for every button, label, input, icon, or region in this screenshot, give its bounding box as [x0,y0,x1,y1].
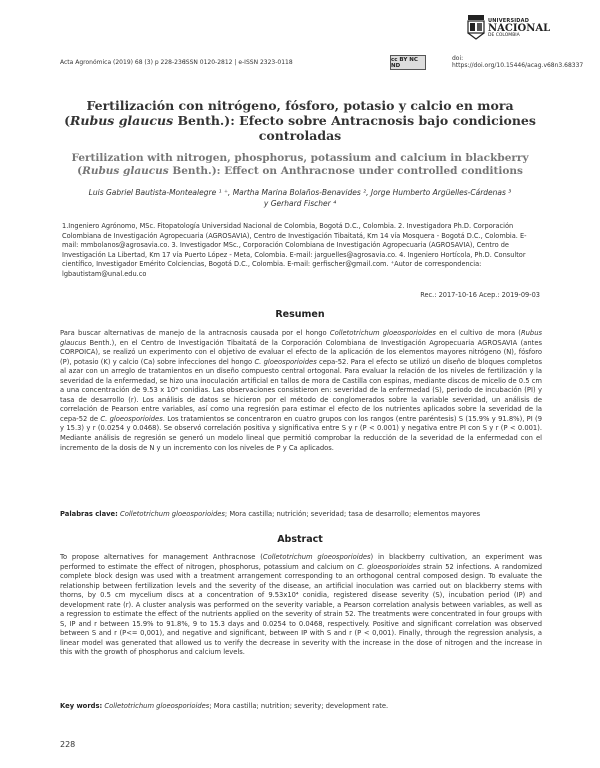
title-es-line2: Benth.): Efecto sobre Antracnosis bajo condiciones [173,113,536,128]
resumen-text-5: . Los tratamientos se concentraron en cuatro grupos con los rangos (entre paréntesis) S (15.9% y 91.8%), PI (9 y 15.3) y r (0.0254 y 0.0468). Se observó correlación positiva y significativa entre S y r (P < 0.001) y negativa entre PI con S y r (P < 0.001). Mediante análisis de regresión se generó un modelo lineal que permitió comprobar la reducción de la severidad de la enfermedad con el incremento de la dosis de N y un incremento con los niveles de P y Ca aplicados. [60,414,542,452]
resumen-heading: Resumen [275,309,325,320]
palabras-clave-species: Colletotrichum gloeosporioides [119,510,225,518]
resumen-species-2: Rubus glaucus [60,329,543,347]
title-es-species: Rubus glaucus [70,113,174,128]
title-en-line1: Fertilization with nitrogen, phosphorus, potassium and calcium in blackberry [71,152,529,164]
author-list [62,187,538,209]
abstract-text-2: ) in blackberry cultivation, an experiment was performed to estimate the effect of nitrogen, phosphorus, potassium and calcium on [60,553,543,571]
key-words-species: Colletotrichum gloeosporioides [104,702,210,710]
resumen-text-3: Benth.), en el Centro de Investigación Tibaitatá de la Corporación Colombiana de Investigación Agropecuaria AGROSAVIA (antes CORPOICA), se realizó un experimento con el objetivo de evaluar el efecto de la aplicación de los elementos mayores nitrógeno (N), fósforo (P), potasio (K) y calcio (Ca) sobre infecciones del hongo [60,338,542,366]
resumen-species-3: C. gloeosporioides [254,357,317,366]
affiliations: 1.Ingeniero Agrónomo, MSc. Fitopatología Universidad Nacional de Colombia, Bogotá D.C., Colombia. 2. Investigadora Ph.D. Corporación Colombiana de Investigación Agropecuaria (AGROSAVIA), Centro de Investigación Tibaitatá, Km 14 vía Mosquera - Bogotá D.C., Colombia. E-mail: mmbolanos@agrosavia.co. 3. Investigador MSc., Corporación Colombiana de Investigación Agropecuaria (AGROSAVIA), Centro de Investigación La Libertad, Km 17 vía Puerto López - Meta, Colombia. E-mail: jarguelles@agrosavia.co. 4. Ingeniero Hortícola, Ph.D. Consultor científico, Investigador Emérito Colciencias, Bogotá D.C., Colombia. E-mail: gerfischer@gmail.com. ⁺Autor de correspondencia: lgbautistam@unal.edu.co [62,222,527,278]
issn: ISSN 0120-2812 | e-ISSN 2323-0118 [184,58,293,66]
resumen-species-4: C. gloeosporioides [100,414,163,423]
key-words-list: ; Mora castilla; nutrition; severity; development rate. [209,702,389,710]
logo-line-1: UNIVERSIDAD [488,18,530,24]
coat-of-arms-icon [466,14,486,40]
title-en-species: Rubus glaucus [82,165,169,177]
authors-line1: Luis Gabriel Bautista-Montealegre ¹ ⁺, Martha Marina Bolaños-Benavides ², Jorge Humberto Argüelles-Cárdenas ³ [88,188,512,197]
abstract-body [60,553,542,658]
resumen-body [60,329,542,453]
logo-line-3: DE COLOMBIA [488,33,520,38]
resumen-text-1: Para buscar alternativas de manejo de la antracnosis causada por el hongo [60,329,330,337]
university-logo [466,14,556,54]
journal-citation: Acta Agronómica (2019) 68 (3) p 228-236 [60,58,186,66]
abstract-heading: Abstract [277,534,323,545]
authors-line2: y Gerhard Fischer ⁴ [263,199,337,208]
page-number: 228 [60,740,76,749]
abstract-text-1: To propose alternatives for management Anthracnose ( [60,553,263,561]
palabras-clave [60,510,542,520]
received-accepted-dates: Rec.: 2017-10-16 Acep.: 2019-09-03 [420,291,540,299]
key-words-label: Key words: [60,702,103,710]
resumen-text-4: cepa-52. Para el efecto se utilizó un diseño de bloques completos al azar con un arreglo de tratamientos en un diseño compuesto central ortogonal. Para evaluar la relación de los niveles de fertilización y la severidad de la enfermedad, se hizo una inoculación artificial en tallos de mora de Castilla con espinas, mediante discos de micelio de 0.5 cm a una concentración de 9.53 x 10⁴ conidias. Las observaciones consistieron en: severidad de la enfermedad (S), periodo de incubación (PI) y tasa de desarrollo (r). Los análisis de datos se hicieron por el método de conglomerados sobre la variable severidad, un análisis de correlación de Pearson entre variables, así como una regresión para estimar el efecto de los nutrientes aplicados sobre la severidad de la cepa-52 de [60,357,542,423]
cc-license-badge[interactable]: cc BY NC ND [390,55,426,70]
logo-line-2: NACIONAL [488,23,551,34]
title-spanish: Fertilización con nitrógeno, fósforo, potasio y calcio en mora (Rubus glaucus Benth.): Efecto sobre Antracnosis bajo condiciones controladas [64,98,536,143]
palabras-clave-list: ; Mora castilla; nutrición; severidad; tasa de desarrollo; elementos mayores [224,510,481,518]
title-es-line3: controladas [258,128,342,143]
resumen-text-2: en el cultivo de mora ( [435,329,521,337]
key-words [60,702,542,712]
abstract-text-3: strain 52 infections. A randomized complete block design was used with a treatment arrangement corresponding to an orthogonal central composed design. To evaluate the relationship between fertilization levels and the severity of the disease, an artificial inoculation was carried out on blackberry stems with thorns, by 0.5 cm mycelium discs at a concentration of 9.53x10⁴ conidia, registered disease severity (S), incubation period (IP) and development rate (r). A cluster analysis was performed on the severity variable, a Pearson correlation analysis between variables, as well as a regression to estimate the effect of the nutrients applied on the severity of strain 52. The treatments were concentrated in four groups with S, IP and r between 15.9% to 91.8%, 9 to 15.3 days and 0.0254 to 0.0468, respectively. Positive and significant correlation was observed between S and r (P<= 0,001), and negative and significant, between IP with S and r (P < 0,001). Finally, through the regression analysis, a linear model was generated that allowed us to verify the decrease in severity with the increase in the dose of nitrogen and the increase in this with the growth of phosphorus and calcium levels. [60,562,543,657]
abstract-species-2: C. gloeosporioides [357,562,421,571]
abstract-species-1: Colletotrichum gloeosporioides [262,553,371,561]
title-en-line2: Benth.): Effect on Anthracnose under controlled conditions [168,165,523,177]
title-english: Fertilization with nitrogen, phosphorus, potassium and calcium in blackberry (Rubus glaucus Benth.): Effect on Anthracnose under controlled conditions [71,152,529,177]
running-header [60,54,584,70]
title-es-line1: Fertilización con nitrógeno, fósforo, potasio y calcio en mora [86,98,514,113]
palabras-clave-label: Palabras clave: [60,510,118,518]
doi-link[interactable]: doi: https://doi.org/10.15446/acag.v68n3.68337 [452,55,584,69]
resumen-species-1: Colletotrichum gloeosporioides [329,329,436,337]
